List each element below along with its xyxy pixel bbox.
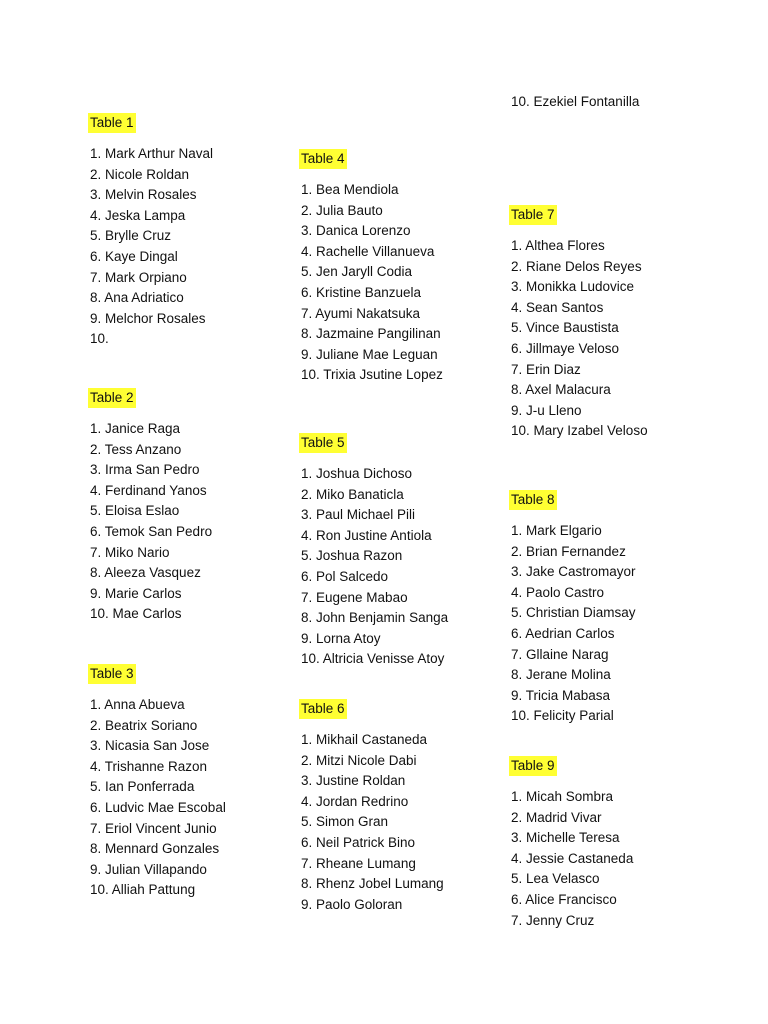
list-item: 10. Altricia Venisse Atoy	[301, 651, 445, 667]
list-item: 10. Alliah Pattung	[90, 882, 196, 898]
list-item: 3. Irma San Pedro	[90, 462, 200, 478]
table-heading: Table 4	[299, 149, 347, 169]
list-item: 8. Ana Adriatico	[90, 290, 184, 306]
list-item: 5. Joshua Razon	[301, 548, 403, 564]
list-item: 2. Nicole Roldan	[90, 166, 190, 182]
list-item: 3. Nicasia San Jose	[90, 738, 210, 754]
list-item: 2. Miko Banaticla	[301, 486, 404, 502]
list-item: 8. Rhenz Jobel Lumang	[301, 876, 444, 892]
table-4-block	[301, 149, 521, 386]
list-item: 4. Jeska Lampa	[90, 207, 186, 223]
name-list	[511, 521, 731, 727]
list-item: 4. Ron Justine Antiola	[301, 527, 432, 543]
list-item: 5. Lea Velasco	[511, 871, 600, 887]
list-item: 2. Beatrix Soriano	[90, 717, 198, 733]
list-item: 9. Juliane Mae Leguan	[301, 346, 438, 362]
list-item: 6. Temok San Pedro	[90, 523, 213, 539]
list-item: 1. Janice Raga	[90, 421, 181, 436]
list-item: 10.	[90, 331, 109, 347]
list-item: 8. Mennard Gonzales	[90, 841, 220, 857]
list-item: 6. Jillmaye Veloso	[511, 340, 620, 356]
list-item: 9. Lorna Atoy	[301, 630, 381, 646]
list-item: 1. Althea Flores	[511, 238, 605, 253]
list-item: 3. Michelle Teresa	[511, 830, 620, 846]
list-item: 2. Julia Bauto	[301, 202, 383, 218]
table-heading: Table 3	[88, 664, 136, 684]
list-item: 7. Miko Nario	[90, 544, 170, 560]
list-item: 8. Aleeza Vasquez	[90, 565, 201, 581]
list-item: 8. Axel Malacura	[511, 382, 611, 398]
name-list	[90, 695, 310, 901]
list-item: 3. Danica Lorenzo	[301, 223, 411, 239]
list-item: 8. Jazmaine Pangilinan	[301, 326, 441, 342]
list-item: 6. Pol Salcedo	[301, 568, 389, 584]
list-item: 6. Alice Francisco	[511, 891, 617, 907]
list-item: 9. Melchor Rosales	[90, 310, 206, 326]
list-item: 2. Riane Delos Reyes	[511, 258, 642, 274]
list-item: 5. Vince Baustista	[511, 320, 619, 336]
list-item: 1. Mikhail Castaneda	[301, 732, 428, 747]
list-item: 3. Monikka Ludovice	[511, 279, 635, 295]
list-item: 6. Kristine Banzuela	[301, 284, 422, 300]
list-item: 5. Simon Gran	[301, 814, 389, 830]
list-item: 8. Jerane Molina	[511, 667, 611, 683]
list-item: 9. J-u Lleno	[511, 402, 582, 418]
list-item: 9. Marie Carlos	[90, 585, 182, 601]
list-item: 10. Mae Carlos	[90, 606, 182, 622]
table-heading: Table 1	[88, 113, 136, 133]
list-item: 4. Trishanne Razon	[90, 758, 208, 774]
list-item: 9. Julian Villapando	[90, 861, 207, 877]
name-list	[511, 92, 731, 113]
table-heading: Table 5	[299, 433, 347, 453]
list-item: 7. Ayumi Nakatsuka	[301, 305, 421, 321]
table-heading: Table 9	[509, 756, 557, 776]
list-item: 7. Gllaine Narag	[511, 646, 609, 662]
list-item: 4. Paolo Castro	[511, 584, 605, 600]
list-item: 10. Mary Izabel Veloso	[511, 423, 648, 439]
list-item: 1. Anna Abueva	[90, 697, 185, 712]
table-heading: Table 2	[88, 388, 136, 408]
list-item: 10. Felicity Parial	[511, 708, 614, 724]
list-item: 6. Neil Patrick Bino	[301, 834, 416, 850]
table-7-block	[511, 205, 731, 442]
list-item: 10. Trixia Jsutine Lopez	[301, 367, 443, 383]
table-heading: Table 6	[299, 699, 347, 719]
list-item: 5. Ian Ponferrada	[90, 779, 195, 795]
list-item: 3. Jake Castromayor	[511, 564, 636, 580]
list-item: 4. Sean Santos	[511, 299, 604, 315]
list-item: 5. Jen Jaryll Codia	[301, 264, 413, 280]
list-item: 4. Jordan Redrino	[301, 793, 409, 809]
table-8-block	[511, 490, 731, 727]
list-item: 5. Christian Diamsay	[511, 605, 636, 621]
list-item: 2. Mitzi Nicole Dabi	[301, 752, 417, 768]
table-6-continuation	[511, 92, 731, 113]
list-item: 4. Jessie Castaneda	[511, 850, 634, 866]
list-item: 8. John Benjamin Sanga	[301, 610, 449, 626]
list-item: 3. Justine Roldan	[301, 773, 406, 789]
list-item: 1. Mark Arthur Naval	[90, 146, 214, 161]
list-item: 9. Tricia Mabasa	[511, 687, 611, 703]
list-item: 6. Kaye Dingal	[90, 248, 178, 264]
table-heading: Table 7	[509, 205, 557, 225]
list-item: 5. Eloisa Eslao	[90, 503, 180, 519]
table-6-block	[301, 699, 521, 915]
list-item: 7. Rheane Lumang	[301, 855, 416, 871]
list-item: 1. Bea Mendiola	[301, 182, 399, 197]
list-item: 7. Jenny Cruz	[511, 912, 595, 928]
name-list	[511, 787, 731, 931]
list-item: 7. Mark Orpiano	[90, 269, 187, 285]
list-item: 2. Madrid Vivar	[511, 809, 602, 825]
list-item: 2. Brian Fernandez	[511, 543, 626, 559]
table-1-block	[90, 113, 310, 350]
list-item: 9. Paolo Goloran	[301, 896, 403, 912]
list-item: 6. Ludvic Mae Escobal	[90, 799, 226, 815]
list-item: 7. Eugene Mabao	[301, 589, 408, 605]
table-3-block	[90, 664, 310, 901]
list-item: 5. Brylle Cruz	[90, 228, 172, 244]
name-list	[301, 464, 521, 670]
list-item: 1. Micah Sombra	[511, 789, 614, 804]
list-item: 10. Ezekiel Fontanilla	[511, 94, 640, 109]
table-5-block	[301, 433, 521, 670]
list-item: 3. Paul Michael Pili	[301, 507, 416, 523]
list-item: 7. Erin Diaz	[511, 361, 581, 377]
list-item: 3. Melvin Rosales	[90, 187, 197, 203]
name-list	[90, 144, 310, 350]
list-item: 6. Aedrian Carlos	[511, 625, 615, 641]
name-list	[301, 730, 521, 915]
table-9-block	[511, 756, 731, 931]
list-item: 4. Rachelle Villanueva	[301, 243, 435, 259]
list-item: 4. Ferdinand Yanos	[90, 482, 207, 498]
list-item: 1. Mark Elgario	[511, 523, 602, 538]
name-list	[90, 419, 310, 625]
name-list	[301, 180, 521, 386]
list-item: 1. Joshua Dichoso	[301, 466, 413, 481]
name-list	[511, 236, 731, 442]
table-heading: Table 8	[509, 490, 557, 510]
list-item: 7. Eriol Vincent Junio	[90, 820, 217, 836]
table-2-block	[90, 388, 310, 625]
list-item: 2. Tess Anzano	[90, 441, 182, 457]
